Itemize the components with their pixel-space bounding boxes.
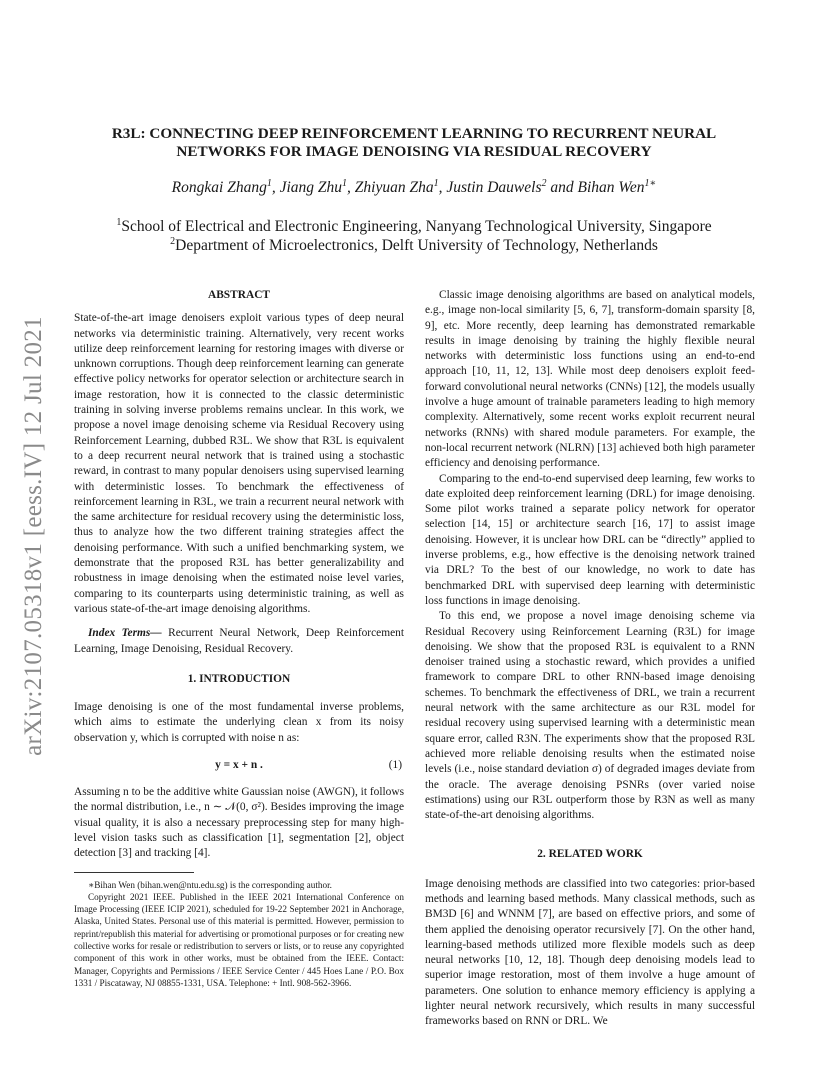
author: Bihan Wen$^{1∗}$ — [577, 177, 657, 196]
author: Jiang Zhu$^1$, — [279, 177, 355, 196]
intro-paragraph-5: To this end, we propose a novel image denoising scheme via Residual Recovery using Reinforcement Learning (R3L) for image denoising. We show that the proposed R3L is equivalent to a RNN denoiser trained using a stochastic reward, which provides a unified framework to compare DRL to other RNN-based image denoising schemes. To benchmark the effectiveness of DRL, we train a recurrent neural network with the same architecture as our R3L model for residual recovery using supervised learning with a deterministic mean square error, called R3N. The experiments show that the proposed R3L achieved more reliable denoising results when the estimated noise levels (i.e., noise standard deviation σ) of degraded images deviate from the oracle. The average denoising PSNRs (over varied noise estimations) using our R3L outperform those by R3N as well as many state-of-the-art denoising algorithms. — [425, 610, 755, 822]
introduction-heading: 1. INTRODUCTION — [187, 672, 291, 685]
affiliations — [70, 217, 758, 255]
author: Justin Dauwels$^2$ and — [446, 177, 578, 196]
equation-number: (1) — [388, 759, 402, 772]
author-list — [90, 179, 738, 197]
footnote-corresponding: ∗Bihan Wen (bihan.wen@ntu.edu.sg) is the corresponding author. — [88, 879, 332, 890]
intro-paragraph-1: Image denoising is one of the most fundamental inverse problems, which aims to estimate the underlying clean x from its noisy observation y, which is corrupted with noise n as: — [74, 701, 404, 744]
footnote-rule — [74, 872, 194, 873]
equation-1 — [74, 758, 404, 774]
author: Zhiyuan Zha$^1$, — [354, 177, 447, 196]
intro-paragraph-4: Comparing to the end-to-end supervised deep learning, few works to date exploited deep reinforcement learning (DRL) for image denoising. Some pilot works trained a separate policy network for operator selection [14, 15] or architecture search [16, 17] to assist image denoising. However, it is unclear how DRL can be “directly” applied to inverse problems, e.g., how effective is the denoising network trained via DRL? To the best of our knowledge, no work to date has benchmarked DRL with supervised deep learning with deterministic loss functions in image denoising. — [425, 472, 755, 607]
arxiv-identifier-text: arXiv:2107.05318v1 [eess.IV] 12 Jul 2021 — [20, 316, 47, 756]
abstract-text: State-of-the-art image denoisers exploit various types of deep neural networks via deterministic training. Alternatively, very recent works utilize deep reinforcement learning for restoring images with diverse or unknown corruptions. Though deep reinforcement learning can generate effective policy networks for operator selection or architecture search in image restoration, how it is connected to the classic deterministic training in solving inverse problems remains unclear. In this work, we propose a novel image denoising scheme via Residual Recovery using Reinforcement Learning, dubbed R3L. We show that R3L is equivalent to a deep recurrent neural network that is trained using a stochastic reward, in contrast to many popular denoisers using supervised learning with deterministic losses. To benchmark the effectiveness of reinforcement learning in R3L, we train a recurrent neural network with the same architecture for residual recovery using the deterministic loss, thus to analyze how the two different training strategies affect the denoising performance. With such a unified benchmarking system, we demonstrate that the proposed R3L has better generalizability and robustness in image denoising when the estimated noise level varies, comparing to its counterparts using deterministic training, as well as various state-of-the-art image denoising algorithms. — [74, 312, 404, 615]
paper-title: R3L: CONNECTING DEEP REINFORCEMENT LEARNING TO RECURRENT NEURAL NETWORKS FOR IMAGE DENOISING VIA RESIDUAL RECOVERY — [111, 125, 717, 160]
right-column — [425, 288, 755, 1030]
affiliation-1: $^1$School of Electrical and Electronic Engineering, Nanyang Technological University, Singapore — [116, 216, 712, 235]
abstract-heading: ABSTRACT — [207, 289, 271, 301]
footnote-copyright: Copyright 2021 IEEE. Published in the IEEE 2021 International Conference on Image Processing (IEEE ICIP 2021), scheduled for 19-22 September 2021 in Anchorage, Alaska, United States. Personal use of this material is permitted. However, permission to reprint/republish this material for advertising or promotional purposes or for creating new collective works for resale or redistribution to servers or lists, or to reuse any copyrighted component of this work in other works, must be obtained from the IEEE. Contact: Manager, Copyrights and Permissions / IEEE Service Center / 445 Hoes Lane / P.O. Box 1331 / Piscataway, NJ 08855-1331, USA. Telephone: + Intl. 908-562-3966. — [74, 891, 404, 988]
left-column — [74, 288, 404, 989]
related-work-heading: 2. RELATED WORK — [537, 848, 643, 861]
author: Rongkai Zhang$^1$, — [171, 177, 280, 196]
intro-paragraph-2: Assuming n to be the additive white Gaussian noise (AWGN), it follows the normal distribution, i.e., n ∼ 𝒩(0, σ²). Besides improving the image visual quality, it is also a necessary preprocessing step for many high-level vision tasks such as classification [1], segmentation [2], object detection [3] and tracking [4]. — [74, 786, 404, 860]
arxiv-identifier — [4, 296, 64, 776]
related-paragraph-1: Image denoising methods are classified into two categories: prior-based methods and learning based methods. Many classical methods, such as BM3D [6] and WNNM [7], are based on effective priors, and some of them applied the denoising operator recursively [7]. On the other hand, learning-based methods utilized more flexible models such as deep neural networks [10, 12, 18]. Though deep denoising models lead to superior image restoration, most of them involve a huge amount of parameters. One solution to enhance memory efficiency is applying a lighter neural network recursively, which results in many successful frameworks based on RNN or DRL. We — [425, 877, 755, 1028]
index-terms: Index Terms— Recurrent Neural Network, Deep Reinforcement Learning, Image Denoising, Residual Recovery. — [74, 627, 404, 655]
footnote — [74, 879, 404, 990]
intro-paragraph-3: Classic image denoising algorithms are based on analytical models, e.g., image non-local similarity [5, 6, 7], transform-domain sparsity [8, 9], etc. More recently, deep learning has demonstrated remarkable results in image denoising by training the highly flexible neural networks with deterministic loss functions using an end-to-end approach [10, 11, 12, 13]. While most deep denoisers exploit feed-forward convolutional neural networks (CNNs) [12], the models usually involve a huge amount of trainable parameters leading to high memory complexity. Alternatively, some recent works exploit recurrent neural networks (RNNs) with shared module parameters. For example, the non-local recurrent network (NLRN) [13] achieved both high parameter efficiency and denoising performance. — [425, 289, 755, 470]
equation-expression: y = x + n . — [215, 759, 263, 772]
affiliation-2: $^2$Department of Microelectronics, Delft University of Technology, Netherlands — [170, 235, 658, 254]
